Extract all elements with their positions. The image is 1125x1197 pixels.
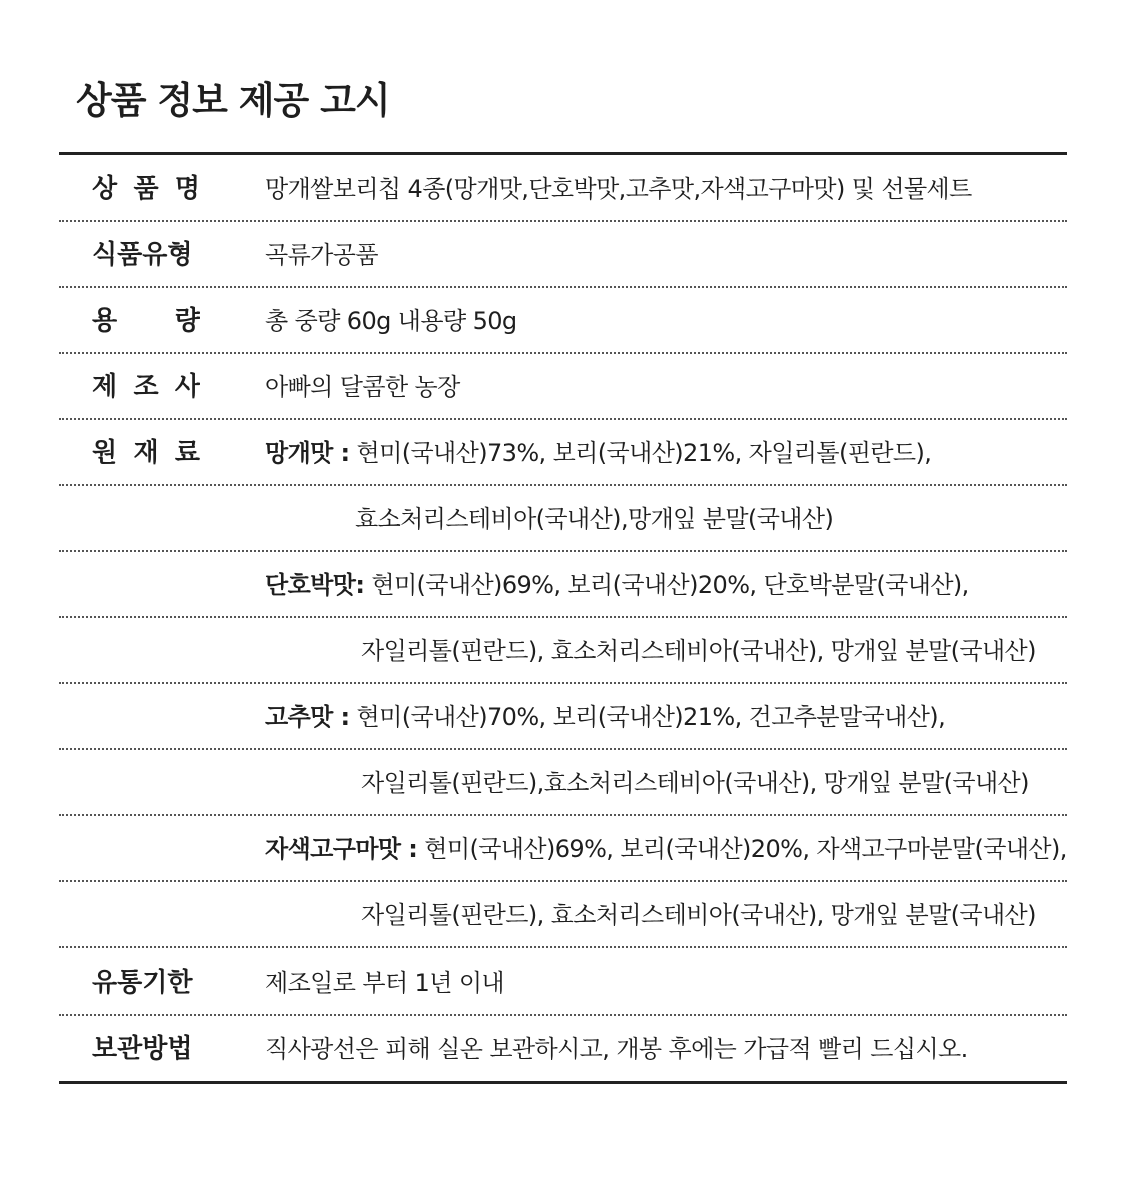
row-value: 자일리톨(핀란드), 효소처리스테비아(국내산), 망개잎 분말(국내산) <box>361 637 1036 665</box>
row-value: 효소처리스테비아(국내산),망개잎 분말(국내산) <box>355 505 834 533</box>
info-row-manufacturer <box>59 354 1067 420</box>
info-row-food-type <box>59 222 1067 288</box>
info-row-product-name <box>59 156 1067 222</box>
info-row-ingredients-pepper <box>59 684 1067 750</box>
bottom-divider <box>59 1081 1067 1084</box>
info-row-expiration <box>59 950 1067 1016</box>
row-value <box>265 420 931 484</box>
ingredient-list: 현미(국내산)69%, 보리(국내산)20%, 자색고구마분말(국내산), <box>417 835 1067 863</box>
row-value: 제조일로 부터 1년 이내 <box>265 969 505 997</box>
page-title: 상품 정보 제공 고시 <box>76 79 390 122</box>
row-value <box>265 684 945 748</box>
info-row-storage <box>59 1016 1067 1082</box>
ingredient-list: 현미(국내산)73%, 보리(국내산)21%, 자일리톨(핀란드), <box>349 439 932 467</box>
row-label: 식품유형 <box>92 240 193 270</box>
info-row-ingredients-pumpkin-cont <box>59 618 1067 684</box>
flavor-name: 자색고구마맛 : <box>265 835 418 863</box>
row-value: 직사광선은 피해 실온 보관하시고, 개봉 후에는 가급적 빨리 드십시오. <box>265 1035 968 1063</box>
info-row-ingredients-mango <box>59 420 1067 486</box>
info-row-ingredients-pepper-cont <box>59 750 1067 816</box>
info-row-ingredients-pumpkin <box>59 552 1067 618</box>
info-row-volume <box>59 288 1067 354</box>
row-label: 원 재 료 <box>92 438 200 468</box>
flavor-name: 고추맛 : <box>265 703 350 731</box>
flavor-name: 단호박맛: <box>265 571 365 599</box>
row-value: 곡류가공품 <box>265 241 378 269</box>
row-value: 총 중량 60g 내용량 50g <box>265 307 517 335</box>
flavor-name: 망개맛 : <box>265 439 350 467</box>
ingredient-list: 현미(국내산)70%, 보리(국내산)21%, 건고추분말국내산), <box>349 703 946 731</box>
info-row-ingredients-mango-cont <box>59 486 1067 552</box>
info-row-ingredients-purple-sweet-potato <box>59 816 1067 882</box>
row-value <box>265 816 1067 880</box>
ingredient-list: 현미(국내산)69%, 보리(국내산)20%, 단호박분말(국내산), <box>364 571 969 599</box>
row-value: 망개쌀보리칩 4종(망개맛,단호박맛,고추맛,자색고구마맛) 및 선물세트 <box>265 175 972 203</box>
row-label: 상 품 명 <box>92 174 200 204</box>
row-label: 제 조 사 <box>92 372 200 402</box>
row-value <box>265 552 969 616</box>
info-row-ingredients-purple-sweet-potato-cont <box>59 882 1067 948</box>
row-label: 유통기한 <box>92 968 193 998</box>
row-value: 자일리톨(핀란드), 효소처리스테비아(국내산), 망개잎 분말(국내산) <box>361 901 1036 929</box>
row-value: 자일리톨(핀란드),효소처리스테비아(국내산), 망개잎 분말(국내산) <box>361 769 1029 797</box>
row-value: 아빠의 달콤한 농장 <box>265 373 460 401</box>
row-label: 용 량 <box>92 306 200 336</box>
row-label: 보관방법 <box>92 1034 193 1064</box>
top-divider <box>59 152 1067 155</box>
